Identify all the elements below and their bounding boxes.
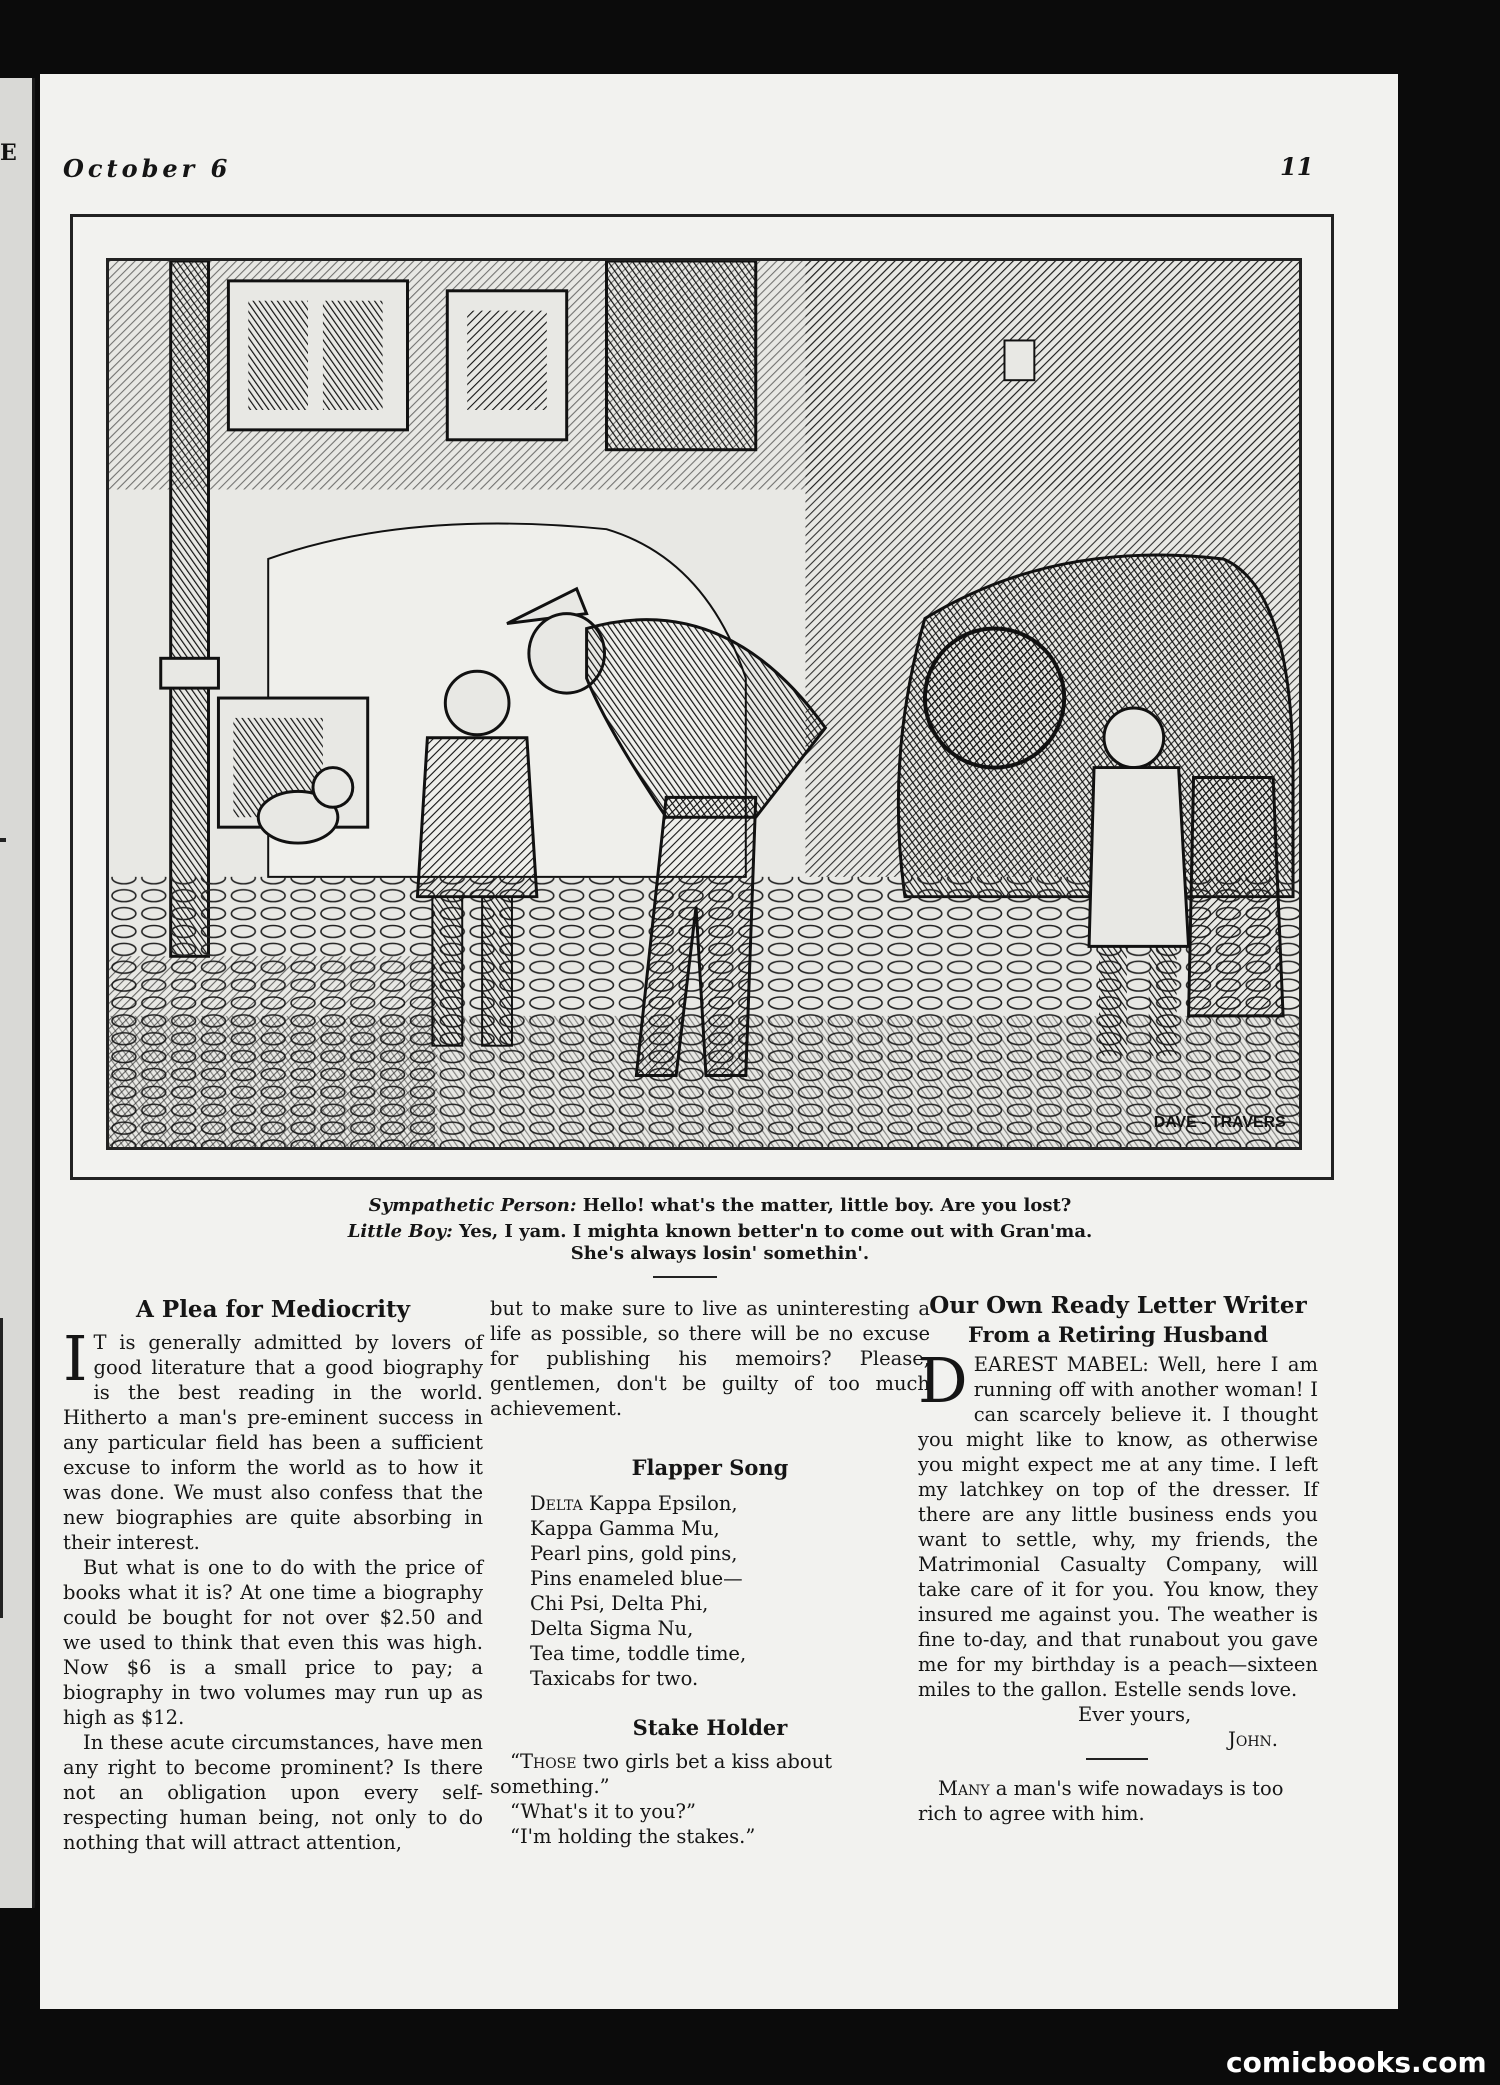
poem-line: Delta Kappa Epsilon,	[530, 1492, 738, 1515]
caption-text: She's always losin' somethin'.	[570, 1243, 870, 1264]
caption-line-3	[270, 1242, 1170, 1266]
joke-line: “What's it to you?”	[510, 1800, 696, 1823]
poem-line: Delta Sigma Nu,	[530, 1617, 694, 1640]
poem-line: Taxicabs for two.	[530, 1667, 699, 1690]
facing-page-edge	[0, 78, 35, 1908]
caption-line-1	[270, 1194, 1170, 1218]
article-continuation: but to make sure to live as uninteresting a life as possible, so there will be no excuse for publishing his memoirs? Please, gentlemen, don't be guilty of too much achievement.	[490, 1297, 930, 1420]
joke-line: “I'm holding the stakes.”	[510, 1825, 756, 1848]
article-paragraph: In these acute circumstances, have men any right to become prominent? Is there not an obligation upon every self-respecting human being, not only to do nothing that will attract attention,	[63, 1731, 483, 1854]
cartoon-illustration	[106, 258, 1302, 1150]
page-date: October 6	[63, 154, 232, 183]
drop-cap: D	[918, 1344, 968, 1417]
drop-cap: I	[63, 1322, 88, 1395]
poem-line: Tea time, toddle time,	[530, 1642, 747, 1665]
article-subtitle: From a Retiring Husband	[967, 1322, 1269, 1347]
edge-mark	[0, 1318, 3, 1618]
caption-speaker: Sympathetic Person:	[368, 1195, 577, 1216]
page-number: 11	[1280, 152, 1314, 181]
poem-line: Chi Psi, Delta Phi,	[530, 1592, 709, 1615]
caption-text: Yes, I yam. I mighta known better'n to come out with Gran'ma.	[459, 1221, 1093, 1242]
poem-line: Kappa Gamma Mu,	[530, 1517, 720, 1540]
letter-signature: John.	[1228, 1728, 1278, 1751]
artist-signature: DAVE - TRAVERS	[1153, 1114, 1286, 1132]
poem-line: Pearl pins, gold pins,	[530, 1542, 738, 1565]
article-letter	[918, 1292, 1318, 1826]
joke-title: Stake Holder	[632, 1715, 788, 1740]
article-paragraph: But what is one to do with the price of books what it is? At one time a biography could be bought for not over $2.50 and we used to think that even this was high. Now $6 is a small price to pay; a biography in two volumes may run up as high as $12.	[63, 1556, 483, 1729]
poem-title: Flapper Song	[631, 1455, 789, 1480]
caption-line-2	[270, 1220, 1170, 1244]
poem-line: Pins enameled blue—	[530, 1567, 743, 1590]
article-plea	[63, 1296, 483, 1855]
caption-rule	[653, 1276, 717, 1278]
facing-page-letter: E	[0, 140, 17, 166]
caption-speaker: Little Boy:	[347, 1221, 453, 1242]
article-title: Our Own Ready Letter Writer	[929, 1292, 1307, 1319]
section-divider	[918, 1752, 1318, 1768]
magazine-page	[40, 74, 1398, 2009]
joke-paragraph: Many a man's wife nowadays is too rich to agree with him.	[918, 1777, 1284, 1825]
edge-mark	[0, 838, 6, 842]
joke-line: “Those two girls bet a kiss about something.”	[490, 1750, 833, 1798]
column-middle	[490, 1296, 930, 1849]
letter-closing: Ever yours,	[1078, 1703, 1192, 1726]
site-watermark: comicbooks.com	[1226, 2046, 1487, 2079]
article-title: A Plea for Mediocrity	[136, 1296, 410, 1323]
article-paragraph: I T is generally admitted by lovers of good literature that a good biography is the best reading in the world. Hitherto a man's pre-eminent success in any particular field has been a sufficient excuse to inform the world as to how it was done. We must also confess that the new biographies are quite absorbing in their interest.	[63, 1322, 483, 1554]
street-scene-drawing	[109, 261, 1299, 1147]
caption-text: Hello! what's the matter, little boy. Are you lost?	[582, 1195, 1072, 1216]
letter-body: DEAREST MABEL: Well, here I am running off with another woman! I can scarcely believe it. I thought you might like to know, as otherwise you might expect me at any time. I left my latchkey on top of the dresser. If there are any little business ends you want to settle, why, my friends, the Matrimonial Casualty Company, will take care of it for you. You know, they insured me against you. The weather is fine to-day, and that runabout you gave me for my birthday is a peach—sixteen miles to the gallon. Estelle sends love.	[918, 1344, 1318, 1701]
